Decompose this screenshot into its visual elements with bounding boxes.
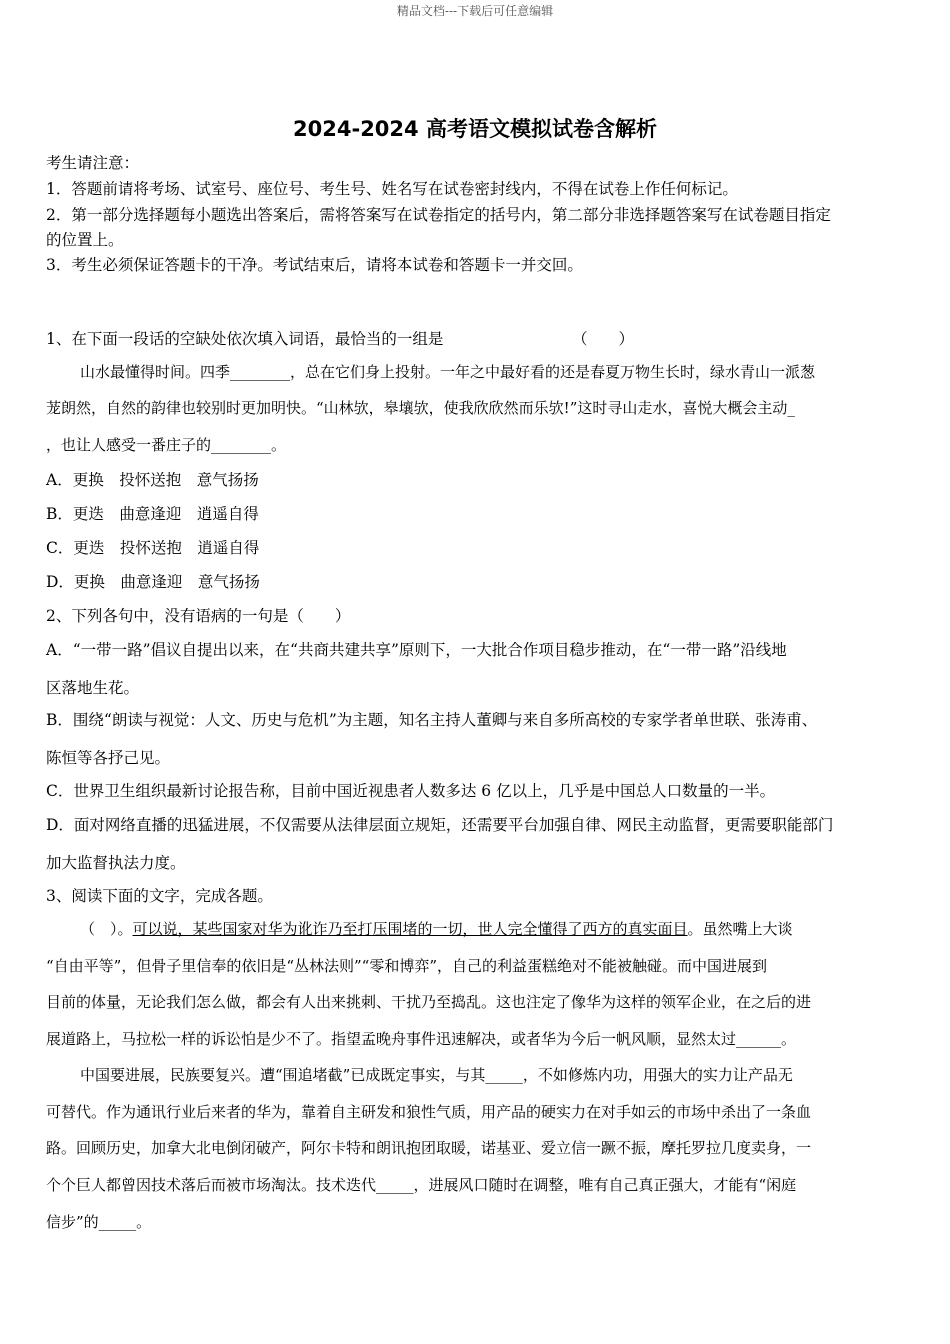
notice-item-2-line-1: 2．第一部分选择题每小题选出答案后，需将答案写在试卷指定的括号内，第二部分非选择题答案写在试卷题目指定	[46, 206, 831, 224]
notice-item-1: 1．答题前请将考场、试室号、座位号、考生号、姓名写在试卷密封线内，不得在试卷上作任何标记。	[46, 180, 738, 198]
notice-heading: 考生请注意：	[46, 154, 140, 172]
q3-paragraph-2-line-3: 路。回顾历史，加拿大北电倒闭破产，阿尔卡特和朗讯抱团取暖，诺基亚、爱立信一蹶不振，摩托罗拉几度卖身，一	[46, 1139, 812, 1157]
q1-option-b: B．更迭 曲意逢迎 逍遥自得	[46, 505, 259, 523]
q2-option-a-line-2: 区落地生花。	[46, 679, 140, 697]
q1-passage-line-3: ，也让人感受一番庄子的________。	[46, 436, 287, 454]
q3-paragraph-2-line-5: 信步”的_____。	[46, 1213, 152, 1231]
q3-stem: 3、阅读下面的文字，完成各题。	[46, 887, 273, 905]
q2-option-b-line-1: B．围绕“朗读与视觉：人文、历史与危机”为主题，知名主持人董卿与来自多所高校的专家学者单世联、张涛甫、	[46, 711, 818, 729]
q3-paragraph-1-line-4: 展道路上，马拉松一样的诉讼怕是少不了。指望孟晚舟事件迅速解决，或者华为今后一帆风顺，显然太过______。	[46, 1030, 797, 1048]
q1-stem: 1、在下面一段话的空缺处依次填入词语，最恰当的一组是	[46, 330, 444, 348]
q1-option-d: D．更换 曲意逢迎 意气扬扬	[46, 573, 260, 591]
q3-paragraph-2-line-1: 中国要进展，民族要复兴。遭“围追堵截”已成既定事实，与其_____，不如修炼内功，用强大的实力让产品无	[80, 1066, 793, 1084]
header-watermark: 精品文档---下载后可任意编辑	[396, 4, 554, 18]
q2-stem: 2、下列各句中，没有语病的一句是（ ）	[46, 607, 351, 625]
q2-option-d-line-2: 加大监督执法力度。	[46, 854, 186, 872]
notice-item-2-line-2: 的位置上。	[46, 231, 124, 249]
q2-option-d-line-1: D．面对网络直播的迅猛进展，不仅需要从法律层面立规矩，还需要平台加强自律、网民主动监督，更需要职能部门	[46, 816, 834, 834]
page-title: 2024-2024 高考语文模拟试卷含解析	[293, 117, 657, 141]
q2-option-a-line-1: A．“一带一路”倡议自提出以来，在“共商共建共享”原则下，一大批合作项目稳步推动，在“一带一路”沿线地	[46, 641, 787, 659]
q3-paragraph-2-line-4: 个个巨人都曾因技术落后而被市场淘汰。技术迭代_____，进展风口随时在调整，唯有自己真正强大，才能有“闲庭	[46, 1176, 797, 1194]
q3-paragraph-1-line-1	[80, 918, 793, 939]
q1-answer-bracket: （ ）	[572, 330, 635, 348]
notice-item-3: 3．考生必须保证答题卡的干净。考试结束后，请将本试卷和答题卡一并交回。	[46, 256, 583, 274]
q3-line-1-rest: 。虽然嘴上大谈	[687, 920, 793, 938]
q1-passage-line-1: 山水最懂得时间。四季________，总在它们身上投射。一年之中最好看的还是春夏万物生长时，绿水青山一派葱	[80, 363, 816, 381]
q2-option-c: C．世界卫生组织最新讨论报告称，目前中国近视患者人数多达 6 亿以上，几乎是中国总人口数量的一半。	[46, 782, 776, 800]
q1-passage-line-2: 茏朗然，自然的韵律也较别时更加明快。“山林欤，皋壤欤，使我欣欣然而乐欤!”这时寻山走水，喜悦大概会主动_	[46, 399, 795, 417]
q3-paragraph-1-line-3: 目前的体量，无论我们怎么做，都会有人出来挑刺、干扰乃至捣乱。这也注定了像华为这样的领军企业，在之后的进	[46, 993, 812, 1011]
q1-option-c: C．更迭 投怀送抱 逍遥自得	[46, 539, 260, 557]
q3-paragraph-2-line-2: 可替代。作为通讯行业后来者的华为，靠着自主研发和狼性气质，用产品的硬实力在对手如云的市场中杀出了一条血	[46, 1103, 812, 1121]
q3-underlined-sentence: 可以说，某些国家对华为讹诈乃至打压围堵的一切，世人完全懂得了西方的真实面目	[132, 920, 688, 938]
q3-paragraph-1-line-2: “自由平等”，但骨子里信奉的依旧是“丛林法则”“零和博弈”，自己的利益蛋糕绝对不能被触碰。而中国进展到	[46, 957, 768, 975]
q1-option-a: A．更换 投怀送抱 意气扬扬	[46, 471, 259, 489]
q3-blank-bracket: （ ）。	[80, 920, 133, 938]
q2-option-b-line-2: 陈恒等各抒己见。	[46, 749, 171, 767]
